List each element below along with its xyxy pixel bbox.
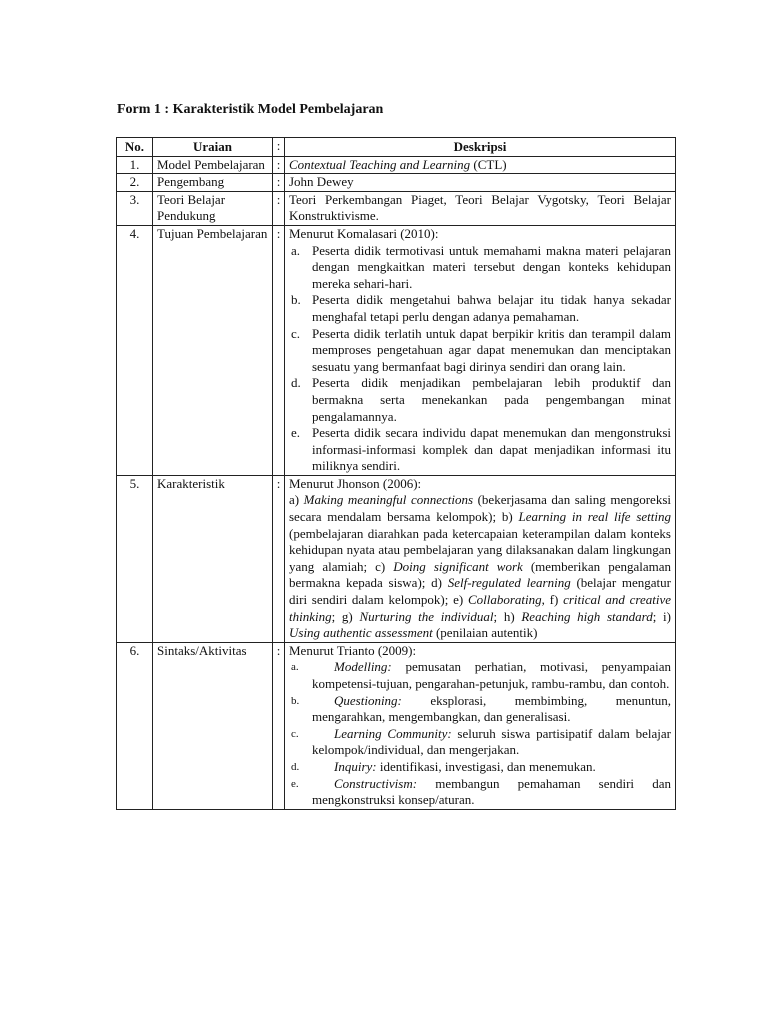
header-no: No. bbox=[117, 138, 153, 157]
italic-term: Collaborating bbox=[467, 592, 542, 608]
text-segment: (bekerjasama dan saling mengoreksi secara mendalam bersama kelompok); b) bbox=[289, 492, 671, 525]
text-segment: (pembelajaran diarahkan pada ketercapaian keterampilan dalam konteks kehidupan nyata atau pembelajaran yang dilaksanakan dalam lingkungan yang alamiah; c) bbox=[289, 525, 671, 574]
text-segment: a) bbox=[289, 492, 304, 508]
row-deskripsi bbox=[285, 225, 676, 475]
list-marker: b. bbox=[291, 694, 300, 707]
list-item bbox=[289, 659, 671, 692]
italic-term: Modelling: bbox=[334, 659, 392, 675]
row-colon: : bbox=[273, 225, 285, 475]
row-uraian: Model Pembelajaran bbox=[153, 156, 273, 174]
karakteristik-paragraph bbox=[289, 492, 671, 641]
italic-term: Inquiry: bbox=[334, 758, 377, 774]
text-segment: (penilaian autentik) bbox=[432, 625, 538, 641]
list-text: Peserta didik menjadikan pembelajaran lebih produktif dan bermakna serta menekankan pada pengembangan minat pengalamannya. bbox=[312, 375, 671, 424]
row-uraian: Tujuan Pembelajaran bbox=[153, 225, 273, 475]
row-deskripsi bbox=[285, 156, 676, 174]
row-intro: Menurut Trianto (2009): bbox=[289, 642, 417, 658]
italic-term: Questioning: bbox=[334, 692, 402, 708]
list-item bbox=[289, 759, 671, 776]
row-deskripsi: Teori Perkembangan Piaget, Teori Belajar Vygotsky, Teori Belajar Konstruktivisme. bbox=[285, 191, 676, 225]
table-row bbox=[117, 475, 676, 642]
list-item bbox=[289, 375, 671, 425]
row-uraian: Pengembang bbox=[153, 174, 273, 192]
list-item bbox=[289, 776, 671, 809]
list-text: Peserta didik mengetahui bahwa belajar itu tidak hanya sekadar menghafal tetapi perlu dengan adanya pemahaman. bbox=[312, 292, 671, 324]
text-segment: (belajar mengatur diri sendiri dalam kelompok); e) bbox=[289, 575, 671, 608]
row-number: 4. bbox=[117, 225, 153, 475]
text-segment: ; h) bbox=[493, 608, 522, 624]
list-marker: a. bbox=[291, 242, 301, 258]
row-deskripsi bbox=[285, 642, 676, 809]
list-item bbox=[289, 425, 671, 475]
page-title: Form 1 : Karakteristik Model Pembelajaran bbox=[117, 102, 384, 117]
italic-term: Self-regulated learning bbox=[447, 575, 571, 591]
row-number: 5. bbox=[117, 475, 153, 642]
list-marker: c. bbox=[291, 727, 299, 740]
model-abbrev: (CTL) bbox=[470, 156, 507, 172]
list-item bbox=[289, 243, 671, 293]
header-colon: : bbox=[273, 138, 285, 157]
list-marker: d. bbox=[291, 760, 300, 773]
list-marker: d. bbox=[291, 375, 301, 391]
row-number: 3. bbox=[117, 191, 153, 225]
list-marker: c. bbox=[291, 325, 301, 341]
list-text: pemusatan perhatian, motivasi, penyampaian kompetensi-tujuan, pengarahan-petunjuk, rambu-rambu, dan contoh. bbox=[312, 659, 671, 691]
list-text: seluruh siswa partisipatif dalam belajar kelompok/individual, dan mengerjakan. bbox=[312, 725, 671, 758]
italic-term: Reaching high standard bbox=[521, 608, 653, 624]
row-uraian: Teori Belajar Pendukung bbox=[153, 191, 273, 225]
row-deskripsi bbox=[285, 475, 676, 642]
italic-term: Doing significant work bbox=[393, 558, 523, 574]
italic-term: Using authentic assessment bbox=[289, 625, 433, 641]
row-intro: Menurut Jhonson (2006): bbox=[289, 475, 422, 491]
list-item bbox=[289, 693, 671, 726]
list-marker: e. bbox=[291, 777, 299, 790]
row-number: 2. bbox=[117, 174, 153, 192]
table-header-row bbox=[117, 138, 676, 157]
row-colon: : bbox=[273, 174, 285, 192]
list-text: Peserta didik termotivasi untuk memahami makna materi pelajaran dengan mengkaitkan materi tersebut dengan konteks kehidupan mereka sehari-hari. bbox=[312, 242, 671, 291]
list-marker: e. bbox=[291, 425, 301, 441]
table-row bbox=[117, 174, 676, 192]
header-deskripsi: Deskripsi bbox=[285, 138, 676, 157]
row-colon: : bbox=[273, 156, 285, 174]
text-segment: (memberikan pengalaman bermakna kepada siswa); d) bbox=[289, 558, 671, 591]
italic-term: critical and creative thinking bbox=[289, 592, 671, 624]
table-row bbox=[117, 642, 676, 809]
list-item bbox=[289, 292, 671, 325]
italic-term: Constructivism: bbox=[334, 775, 418, 791]
characteristics-table bbox=[116, 137, 676, 810]
row-intro: Menurut Komalasari (2010): bbox=[289, 225, 439, 241]
row-number: 6. bbox=[117, 642, 153, 809]
table-row bbox=[117, 156, 676, 174]
row-uraian: Sintaks/Aktivitas bbox=[153, 642, 273, 809]
list-text: identifikasi, investigasi, dan menemukan. bbox=[376, 758, 596, 774]
header-uraian: Uraian bbox=[153, 138, 273, 157]
list-text: eksplorasi, membimbing, menuntun, mengarahkan, mengembangkan, dan generalisasi. bbox=[312, 692, 671, 725]
row-uraian: Karakteristik bbox=[153, 475, 273, 642]
row-colon: : bbox=[273, 642, 285, 809]
text-segment: ; i) bbox=[652, 608, 671, 624]
row-number: 1. bbox=[117, 156, 153, 174]
italic-term: Making meaningful connections bbox=[303, 492, 474, 508]
model-name: Contextual Teaching and Learning bbox=[289, 156, 471, 172]
row-deskripsi: John Dewey bbox=[285, 174, 676, 192]
italic-term: Learning in real life setting bbox=[518, 509, 672, 525]
table-row bbox=[117, 191, 676, 225]
sintaks-list bbox=[289, 659, 671, 808]
list-item bbox=[289, 326, 671, 376]
list-text: membangun pemahaman sendiri dan mengkonstruksi konsep/aturan. bbox=[312, 775, 671, 808]
row-colon: : bbox=[273, 475, 285, 642]
italic-term: Nurturing the individual bbox=[359, 608, 494, 624]
list-text: Peserta didik secara individu dapat menemukan dan mengonstruksi informasi-informasi komplek dan dapat menjadikan informasi itu miliknya sendiri. bbox=[312, 425, 671, 474]
text-segment: , f) bbox=[541, 592, 564, 608]
italic-term: Learning Community: bbox=[334, 725, 452, 741]
table-row bbox=[117, 225, 676, 475]
list-text: Peserta didik terlatih untuk dapat berpikir kritis dan terampil dalam memproses pengetahuan agar dapat menemukan dan menciptakan sesuatu yang bermanfaat bagi dirinya sendiri dan orang lain. bbox=[312, 325, 671, 374]
row-colon: : bbox=[273, 191, 285, 225]
list-item bbox=[289, 726, 671, 759]
list-marker: a. bbox=[291, 661, 299, 674]
tujuan-list bbox=[289, 243, 671, 475]
list-marker: b. bbox=[291, 292, 301, 308]
text-segment: ; g) bbox=[331, 608, 360, 624]
